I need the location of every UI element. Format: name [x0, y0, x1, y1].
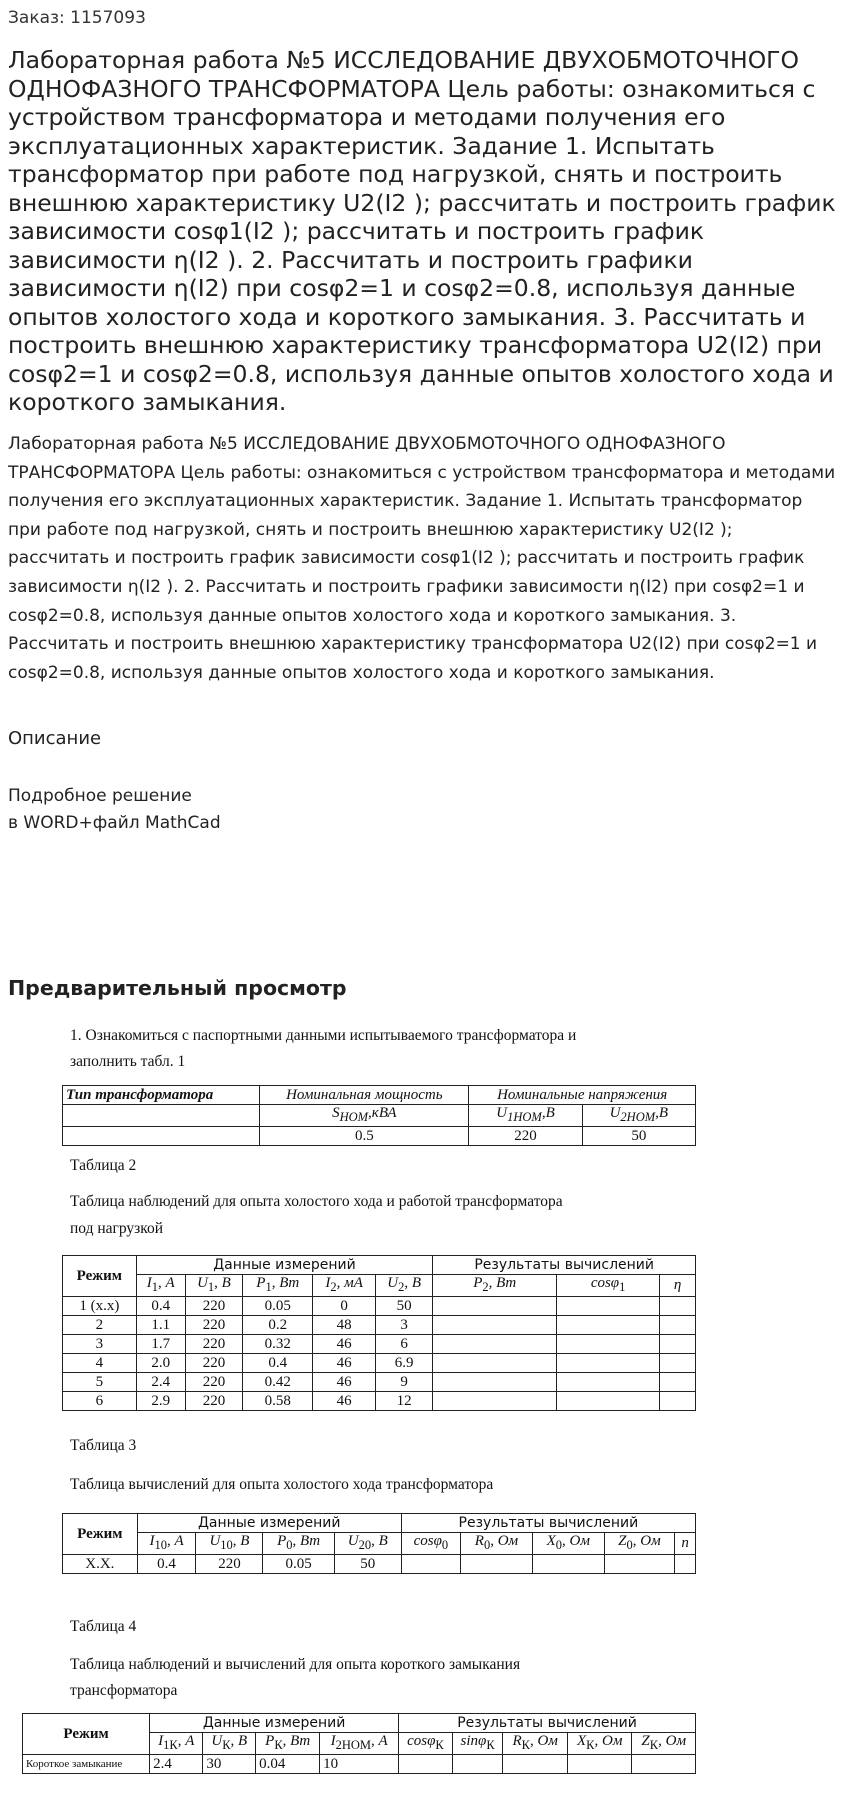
table-2-caption-2: под нагрузкой	[70, 1220, 164, 1237]
t2-cell-2-2: 220	[185, 1335, 242, 1354]
table-row	[63, 1392, 696, 1411]
t4-cell-0-6	[452, 1755, 503, 1774]
t3-column-header-8: n	[675, 1533, 696, 1555]
t2-cell-0-2: 220	[185, 1297, 242, 1316]
t4-header-measurements: Данные измерений	[150, 1714, 399, 1733]
t2-cell-3-7	[557, 1354, 660, 1373]
t2-cell-5-4: 46	[313, 1392, 376, 1411]
table-row	[63, 1316, 696, 1335]
t4-column-header-8: $Z_К$, Ом	[632, 1733, 696, 1755]
t2-column-header-4: $U_2$, B	[375, 1275, 432, 1297]
t2-column-header-3: $I_2$, мA	[313, 1275, 376, 1297]
t2-column-header-1: $U_1$, B	[185, 1275, 242, 1297]
t3-column-header-0: $I_{10}$, A	[137, 1533, 196, 1555]
t2-cell-1-6	[433, 1316, 557, 1335]
t4-column-header-0: $I_{1К}$, A	[150, 1733, 203, 1755]
t1-subheader-u2: $U_{2НОМ},В$	[582, 1105, 695, 1127]
t4-column-header-3: $I_{2НОМ}$, A	[320, 1733, 399, 1755]
t2-cell-0-0: 1 (х.х)	[63, 1297, 137, 1316]
t2-cell-5-5: 12	[375, 1392, 432, 1411]
t4-header-results: Результаты вычислений	[399, 1714, 696, 1733]
t2-cell-4-6	[433, 1373, 557, 1392]
t2-cell-0-4: 0	[313, 1297, 376, 1316]
t3-column-header-2: $P_0$, Bm	[263, 1533, 334, 1555]
t4-cell-0-0: Короткое замыкание	[23, 1755, 150, 1774]
t2-cell-5-3: 0.58	[243, 1392, 313, 1411]
t2-cell-4-8	[660, 1373, 696, 1392]
t3-cell-0-1: 0.4	[137, 1555, 196, 1574]
t2-cell-4-4: 46	[313, 1373, 376, 1392]
t2-cell-5-1: 2.9	[136, 1392, 185, 1411]
t2-cell-5-7	[557, 1392, 660, 1411]
t1-value-u2: 50	[582, 1127, 695, 1146]
order-number: Заказ: 1157093	[8, 8, 146, 28]
t2-cell-1-7	[557, 1316, 660, 1335]
t2-column-header-0: $I_1$, A	[136, 1275, 185, 1297]
t2-cell-2-7	[557, 1335, 660, 1354]
t4-cell-0-4: 10	[320, 1755, 399, 1774]
t2-header-measurements: Данные измерений	[136, 1256, 433, 1275]
t4-column-header-2: $P_К$, Bm	[256, 1733, 320, 1755]
t2-header-mode: Режим	[63, 1256, 137, 1297]
t2-cell-5-2: 220	[185, 1392, 242, 1411]
t2-cell-1-2: 220	[185, 1316, 242, 1335]
t3-header-mode: Режим	[63, 1514, 138, 1555]
t2-column-header-2: $P_1$, Bm	[243, 1275, 313, 1297]
t2-header-results: Результаты вычислений	[433, 1256, 696, 1275]
t3-column-header-4: cosφ$_0$	[401, 1533, 460, 1555]
table-2	[62, 1255, 696, 1411]
t3-cell-0-0: Х.Х.	[63, 1555, 138, 1574]
t1-subheader-empty	[63, 1105, 260, 1127]
t3-column-header-5: $R_0$, Ом	[461, 1533, 533, 1555]
table-row	[63, 1354, 696, 1373]
t1-header-power: Номинальная мощность	[260, 1086, 469, 1105]
table-2-caption-1: Таблица наблюдений для опыта холостого хода и работой трансформатора	[70, 1193, 563, 1210]
t2-cell-2-0: 3	[63, 1335, 137, 1354]
t3-column-header-1: $U_{10}$, B	[196, 1533, 263, 1555]
t2-cell-0-6	[433, 1297, 557, 1316]
t2-cell-3-0: 4	[63, 1354, 137, 1373]
t4-cell-0-2: 30	[203, 1755, 256, 1774]
t3-cell-0-4: 50	[334, 1555, 401, 1574]
t2-cell-0-8	[660, 1297, 696, 1316]
description-heading: Описание	[8, 728, 102, 749]
t4-column-header-5: sinφ$_К$	[452, 1733, 503, 1755]
table-row	[63, 1555, 696, 1574]
table-3	[62, 1513, 696, 1574]
table-4-caption-1: Таблица наблюдений и вычислений для опыта короткого замыкания	[70, 1656, 521, 1673]
t2-cell-3-5: 6.9	[375, 1354, 432, 1373]
t2-cell-4-7	[557, 1373, 660, 1392]
t2-cell-2-3: 0.32	[243, 1335, 313, 1354]
t2-cell-2-4: 46	[313, 1335, 376, 1354]
table-4-caption-2: трансформатора	[70, 1682, 178, 1699]
t2-cell-4-2: 220	[185, 1373, 242, 1392]
t2-cell-2-8	[660, 1335, 696, 1354]
t1-header-type: Тип трансформатора	[63, 1086, 260, 1105]
t3-cell-0-7	[532, 1555, 604, 1574]
t2-column-header-6: cosφ$_1$	[557, 1275, 660, 1297]
t2-cell-1-8	[660, 1316, 696, 1335]
t2-cell-0-3: 0.05	[243, 1297, 313, 1316]
t2-cell-3-1: 2.0	[136, 1354, 185, 1373]
t4-cell-0-8	[567, 1755, 632, 1774]
t2-cell-3-4: 46	[313, 1354, 376, 1373]
t2-cell-5-6	[433, 1392, 557, 1411]
table-row	[63, 1297, 696, 1316]
t2-cell-5-0: 6	[63, 1392, 137, 1411]
t2-cell-1-0: 2	[63, 1316, 137, 1335]
t1-value-u1: 220	[469, 1127, 582, 1146]
t3-header-results: Результаты вычислений	[401, 1514, 695, 1533]
t4-column-header-7: $X_К$, Ом	[567, 1733, 632, 1755]
t2-cell-4-5: 9	[375, 1373, 432, 1392]
t3-cell-0-2: 220	[196, 1555, 263, 1574]
t1-header-voltage: Номинальные напряжения	[469, 1086, 696, 1105]
table-3-label: Таблица 3	[70, 1437, 137, 1454]
t3-cell-0-8	[604, 1555, 675, 1574]
t1-subheader-s: $S_{НОМ},кВА$	[260, 1105, 469, 1127]
t4-column-header-1: $U_К$, B	[203, 1733, 256, 1755]
t2-cell-0-7	[557, 1297, 660, 1316]
t2-cell-2-6	[433, 1335, 557, 1354]
t2-cell-1-1: 1.1	[136, 1316, 185, 1335]
table-row	[63, 1373, 696, 1392]
t4-column-header-6: $R_К$, Ом	[503, 1733, 568, 1755]
t4-column-header-4: cosφ$_К$	[399, 1733, 453, 1755]
preview-heading: Предварительный просмотр	[8, 976, 347, 1000]
t2-cell-4-1: 2.4	[136, 1373, 185, 1392]
t3-cell-0-9	[675, 1555, 696, 1574]
description-line-1: Подробное решение	[8, 786, 192, 806]
table-1	[62, 1085, 696, 1146]
t4-cell-0-5	[399, 1755, 453, 1774]
table-4-label: Таблица 4	[70, 1618, 137, 1635]
t3-header-measurements: Данные измерений	[137, 1514, 401, 1533]
preview-intro-line-1: 1. Ознакомиться с паспортными данными испытываемого трансформатора и	[70, 1027, 577, 1044]
description-line-2: в WORD+файл MathCad	[8, 813, 221, 833]
t4-header-mode: Режим	[23, 1714, 150, 1755]
table-2-label: Таблица 2	[70, 1157, 137, 1174]
t3-column-header-6: $X_0$, Ом	[532, 1533, 604, 1555]
t2-cell-0-1: 0.4	[136, 1297, 185, 1316]
t2-cell-3-2: 220	[185, 1354, 242, 1373]
t3-column-header-7: $Z_0$, Ом	[604, 1533, 675, 1555]
table-3-caption: Таблица вычислений для опыта холостого хода трансформатора	[70, 1476, 494, 1493]
t2-cell-4-0: 5	[63, 1373, 137, 1392]
t2-column-header-7: η	[660, 1275, 696, 1297]
t2-cell-1-4: 48	[313, 1316, 376, 1335]
t2-cell-0-5: 50	[375, 1297, 432, 1316]
t3-cell-0-6	[461, 1555, 533, 1574]
t2-cell-1-3: 0.2	[243, 1316, 313, 1335]
t1-subheader-u1: $U_{1НОМ},В$	[469, 1105, 582, 1127]
t2-cell-3-6	[433, 1354, 557, 1373]
t3-cell-0-5	[401, 1555, 460, 1574]
t2-column-header-5: $P_2$, Bm	[433, 1275, 557, 1297]
t3-cell-0-3: 0.05	[263, 1555, 334, 1574]
t4-cell-0-9	[632, 1755, 696, 1774]
t2-cell-1-5: 3	[375, 1316, 432, 1335]
t2-cell-2-1: 1.7	[136, 1335, 185, 1354]
table-row	[23, 1755, 696, 1774]
t4-cell-0-1: 2.4	[150, 1755, 203, 1774]
preview-intro-line-2: заполнить табл. 1	[70, 1053, 186, 1070]
t2-cell-3-3: 0.4	[243, 1354, 313, 1373]
t2-cell-5-8	[660, 1392, 696, 1411]
page-title: Лабораторная работа №5 ИССЛЕДОВАНИЕ ДВУХОБМОТОЧНОГО ОДНОФАЗНОГО ТРАНСФОРМАТОРА Цель работы: ознакомиться с устройством трансформатора и методами получения его эксплуатационных характеристик. Задание 1. Испытать трансформатор при работе под нагрузкой, снять и построить внешнюю характеристику U2(I2 ); рассчитать и построить график зависимости cosφ1(I2 ); рассчитать и построить график зависимости η(I2 ). 2. Рассчитать и построить графики зависимости η(I2) при cosφ2=1 и cosφ2=0.8, используя данные опытов холостого хода и короткого замыкания. 3. Рассчитать и построить внешнюю характеристику трансформатора U2(I2) при cosφ2=1 и cosφ2=0.8, используя данные опытов холостого хода и короткого замыкания.	[8, 46, 836, 416]
t1-value-s: 0.5	[260, 1127, 469, 1146]
description-paragraph: Лабораторная работа №5 ИССЛЕДОВАНИЕ ДВУХОБМОТОЧНОГО ОДНОФАЗНОГО ТРАНСФОРМАТОРА Цель работы: ознакомиться с устройством трансформатора и методами получения его эксплуатационных характеристик. Задание 1. Испытать трансформатор при работе под нагрузкой, снять и построить внешнюю характеристику U2(I2 ); рассчитать и построить график зависимости cosφ1(I2 ); рассчитать и построить график зависимости η(I2 ). 2. Рассчитать и построить графики зависимости η(I2) при cosφ2=1 и cosφ2=0.8, используя данные опытов холостого хода и короткого замыкания. 3. Рассчитать и построить внешнюю характеристику трансформатора U2(I2) при cosφ2=1 и cosφ2=0.8, используя данные опытов холостого хода и короткого замыкания.	[8, 434, 836, 683]
t1-value-type	[63, 1127, 260, 1146]
t4-cell-0-7	[503, 1755, 568, 1774]
t4-cell-0-3: 0.04	[256, 1755, 320, 1774]
t2-cell-3-8	[660, 1354, 696, 1373]
t3-column-header-3: $U_{20}$, B	[334, 1533, 401, 1555]
t2-cell-2-5: 6	[375, 1335, 432, 1354]
t2-cell-4-3: 0.42	[243, 1373, 313, 1392]
table-4	[22, 1713, 696, 1774]
table-row	[63, 1335, 696, 1354]
